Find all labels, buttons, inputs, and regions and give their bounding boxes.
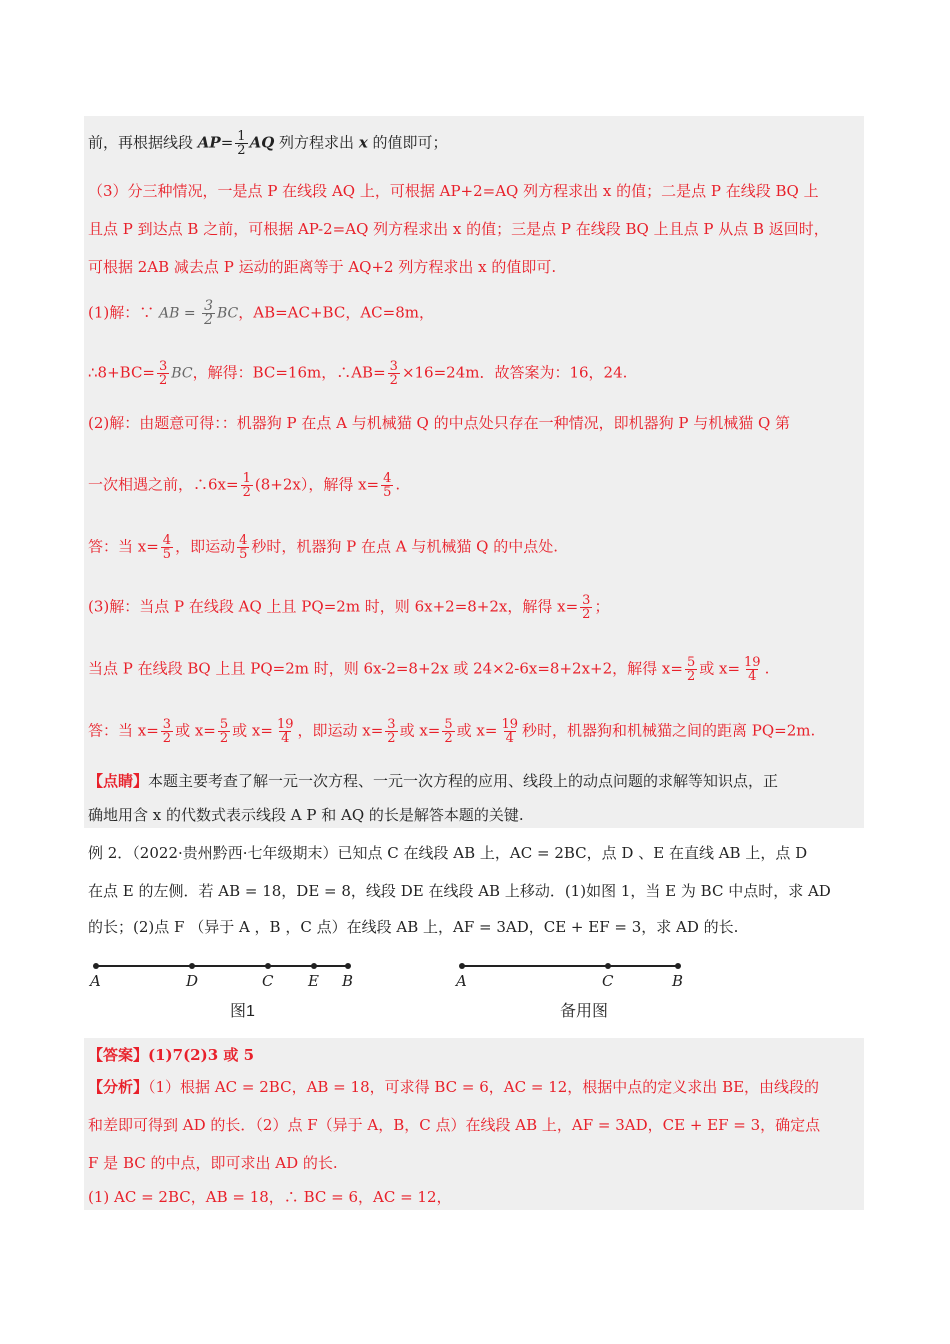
text-line-4: 可根据 2AB 减去点 P 运动的距离等于 AQ+2 列方程求出 x 的值即可.: [88, 258, 557, 276]
solution-3-line-2: 当点 P 在线段 BQ 上且 PQ=2m 时，则 6x-2=8+2x 或 24×2-6x=8+2x+2，解得 x= $\frac{5}{2}$ 或 x= $\frac{19}{4}$ .: [88, 655, 770, 684]
fig1-label-e: E: [308, 972, 319, 990]
answer-line: 【答案】(1)7(2)3 或 5: [88, 1046, 255, 1064]
example-2-line-1: 例 2．（2022·贵州黔西·七年级期末）已知点 C 在线段 AB 上，AC = 2BC，点 D 、E 在直线 AB 上，点 D: [88, 844, 808, 862]
fig1-label-d: D: [186, 972, 199, 990]
analysis-line-3: F 是 BC 的中点，即可求出 AD 的长.: [88, 1154, 338, 1172]
backup-figure-diagram: [452, 954, 692, 994]
fig2-label-b: B: [672, 972, 684, 990]
fig2-label-a: A: [456, 972, 467, 990]
solution-line-1: (1) AC = 2BC，AB = 18，∴ BC = 6，AC = 12，: [88, 1188, 452, 1206]
solution-2-answer: 答：当 x= $\frac{4}{5}$ ，即运动 $\frac{4}{5}$ 秒时，机器狗 P 在点 A 与机械猫 Q 的中点处.: [88, 533, 558, 562]
solution-1-line-1: (1)解：∵ AB = $\frac{3}{2}$ BC，AB=AC+BC，AC=8m，: [88, 298, 434, 328]
example-2-line-3: 的长；(2)点 F （异于 A ，B ，C 点）在线段 AB 上，AF = 3AD，CE + EF = 3，求 AD 的长.: [88, 918, 739, 936]
example-2-line-2: 在点 E 的左侧．若 AB = 18，DE = 8，线段 DE 在线段 AB 上移动．(1)如图 1，当 E 为 BC 中点时，求 AD: [88, 882, 831, 900]
solution-2-line-1: (2)解：由题意可得：：机器狗 P 在点 A 与机械猫 Q 的中点处只存在一种情况，即机器狗 P 与机械猫 Q 第: [88, 414, 791, 432]
analysis-line-2: 和差即可得到 AD 的长．（2）点 F（异于 A，B，C 点）在线段 AB 上，AF = 3AD，CE + EF = 3，确定点: [88, 1116, 821, 1134]
solution-1-line-2: ∴8+BC= $\frac{3}{2}$ BC，解得：BC=16m，∴AB= $\frac{3}{2}$ ×16=24m．故答案为：16，24.: [88, 359, 628, 388]
fig1-label-c: C: [262, 972, 274, 990]
figure-1-diagram: [86, 952, 366, 992]
text-line-1: 前，再根据线段 AP= $\frac{1}{2}$ AQ 列方程求出 x 的值即可；: [88, 129, 448, 158]
solution-3-answer: 答：当 x= $\frac{3}{2}$ 或 x= $\frac{5}{2}$ 或 x= $\frac{19}{4}$ ，即运动 x= $\frac{3}{2}$ 或 x= $\frac{5}{2}$ 或 x= $\frac{19}{4}$ 秒时，机器狗和机械猫之间的距离 PQ=2m.: [88, 717, 816, 746]
backup-figure-caption: 备用图: [560, 1003, 609, 1020]
text-line-3: 且点 P 到达点 B 之前，可根据 AP-2=AQ 列方程求出 x 的值；三是点 P 在线段 BQ 上且点 P 从点 B 返回时，: [88, 220, 829, 238]
fig1-label-b: B: [342, 972, 354, 990]
fig2-label-c: C: [602, 972, 614, 990]
figure-1-caption: 图1: [230, 1003, 255, 1020]
fig1-label-a: A: [90, 972, 101, 990]
solution-2-line-2: 一次相遇之前，∴6x= $\frac{1}{2}$ (8+2x），解得 x= $\frac{4}{5}$ .: [88, 471, 401, 500]
key-point-line-2: 确地用含 x 的代数式表示线段 A P 和 AQ 的长是解答本题的关键.: [88, 806, 524, 824]
solution-3-line-1: (3)解：当点 P 在线段 AQ 上且 PQ=2m 时，则 6x+2=8+2x，解得 x= $\frac{3}{2}$ ；: [88, 593, 610, 622]
analysis-line-1: 【分析】（1）根据 AC = 2BC，AB = 18，可求得 BC = 6，AC = 12，根据中点的定义求出 BE，由线段的: [88, 1078, 820, 1096]
text-line-2: （3）分三种情况，一是点 P 在线段 AQ 上，可根据 AP+2=AQ 列方程求出 x 的值；二是点 P 在线段 BQ 上: [88, 182, 819, 200]
key-point-line-1: 【点睛】本题主要考查了解一元一次方程、一元一次方程的应用、线段上的动点问题的求解等知识点，正: [88, 772, 779, 790]
